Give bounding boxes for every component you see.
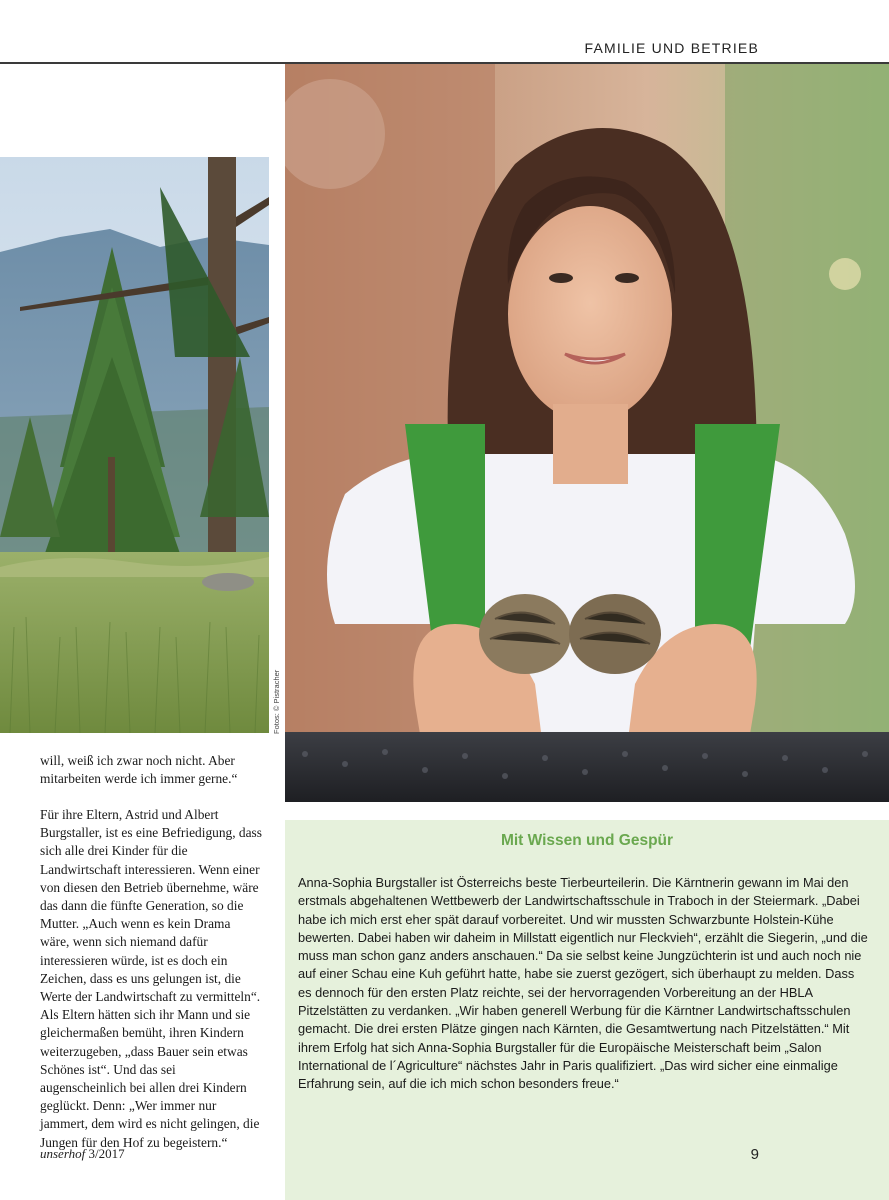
column-paragraph-2: Für ihre Eltern, Astrid und Albert Burgstaller, ist es eine Befriedigung, dass sich alle drei Kinder für die Landwirtschaft interessieren. Wenn einer von diesen den Betrieb übernehme, wäre das dann die fünfte Generation, so die Mutter. „Auch wenn es kein Drama wäre, wenn sich niemand dafür interessieren würde, ist es doch ein Zeichen, dass es uns gelungen ist, die Werte der Landwirtschaft zu vermitteln“. Als Eltern hätten sich ihr Mann und sie gleichermaßen bemüht, ihren Kindern weiterzugeben, „dass Bauer sein etwas Schönes ist“. Und das sei augenscheinlich bei allen drei Kindern geglückt. Denn: „Wer immer nur jammert, dem wird es nicht gelingen, die Jungen für den Hof zu begeistern.“ [40, 807, 262, 1150]
info-box [285, 820, 889, 1200]
section-label: FAMILIE UND BETRIEB [584, 40, 759, 56]
magazine-name: unserhof [40, 1146, 86, 1161]
page-number: 9 [750, 1146, 759, 1163]
portrait-photo [285, 64, 889, 802]
box-title: Mit Wissen und Gespür [500, 832, 674, 849]
landscape-photo [0, 157, 269, 733]
issue-number: 3/2017 [88, 1146, 125, 1161]
photo-credit: Fotos: © Pistracher [272, 669, 281, 734]
box-body: Anna-Sophia Burgstaller ist Österreichs beste Tierbeurteilerin. Die Kärntnerin gewann im Mai den erstmals abgehaltenen Wettbewerb der Landwirtschaftsschule in Traboch in der Steiermark. „Dabei habe ich mich erst eher spät darauf vorbereitet. Und wir mussten Schwarzbunte Holstein-Kühe bewerten. Dabei haben wir daheim in Millstatt eigentlich nur Fleckvieh“, erzählt die Siegerin, „und die muss man schon ganz anders anschauen.“ Da sie selbst keine Jungzüchterin ist und auch noch nie auf einer Schau eine Kuh geführt hatte, habe sie zuerst gezögert, sich überhaupt zu melden. Dass es dennoch für den ersten Platz reichte, sei der hervorragenden Vorbereitung an der HBLA Pitzelstätten zu verdanken. „Wir haben generell Werbung für die Kärntner Landwirtschaftsschulen gemacht. Die drei ersten Plätze gingen nach Kärnten, die Gesamtwertung nach Pitzelstätten.“ Mit ihrem Erfolg hat sich Anna-Sophia Burgstaller für die Europäische Meisterschaft beim „Salon International de l´Agriculture“ nächstes Jahr in Paris qualifiziert. „Das wird sicher eine einmalige Erfahrung sein, auf die ich mich schon besonders freue.“ [298, 875, 868, 1092]
column-paragraph-1: will, weiß ich zwar noch nicht. Aber mitarbeiten werde ich immer gerne.“ [40, 753, 238, 787]
footer-magazine [40, 1146, 125, 1162]
